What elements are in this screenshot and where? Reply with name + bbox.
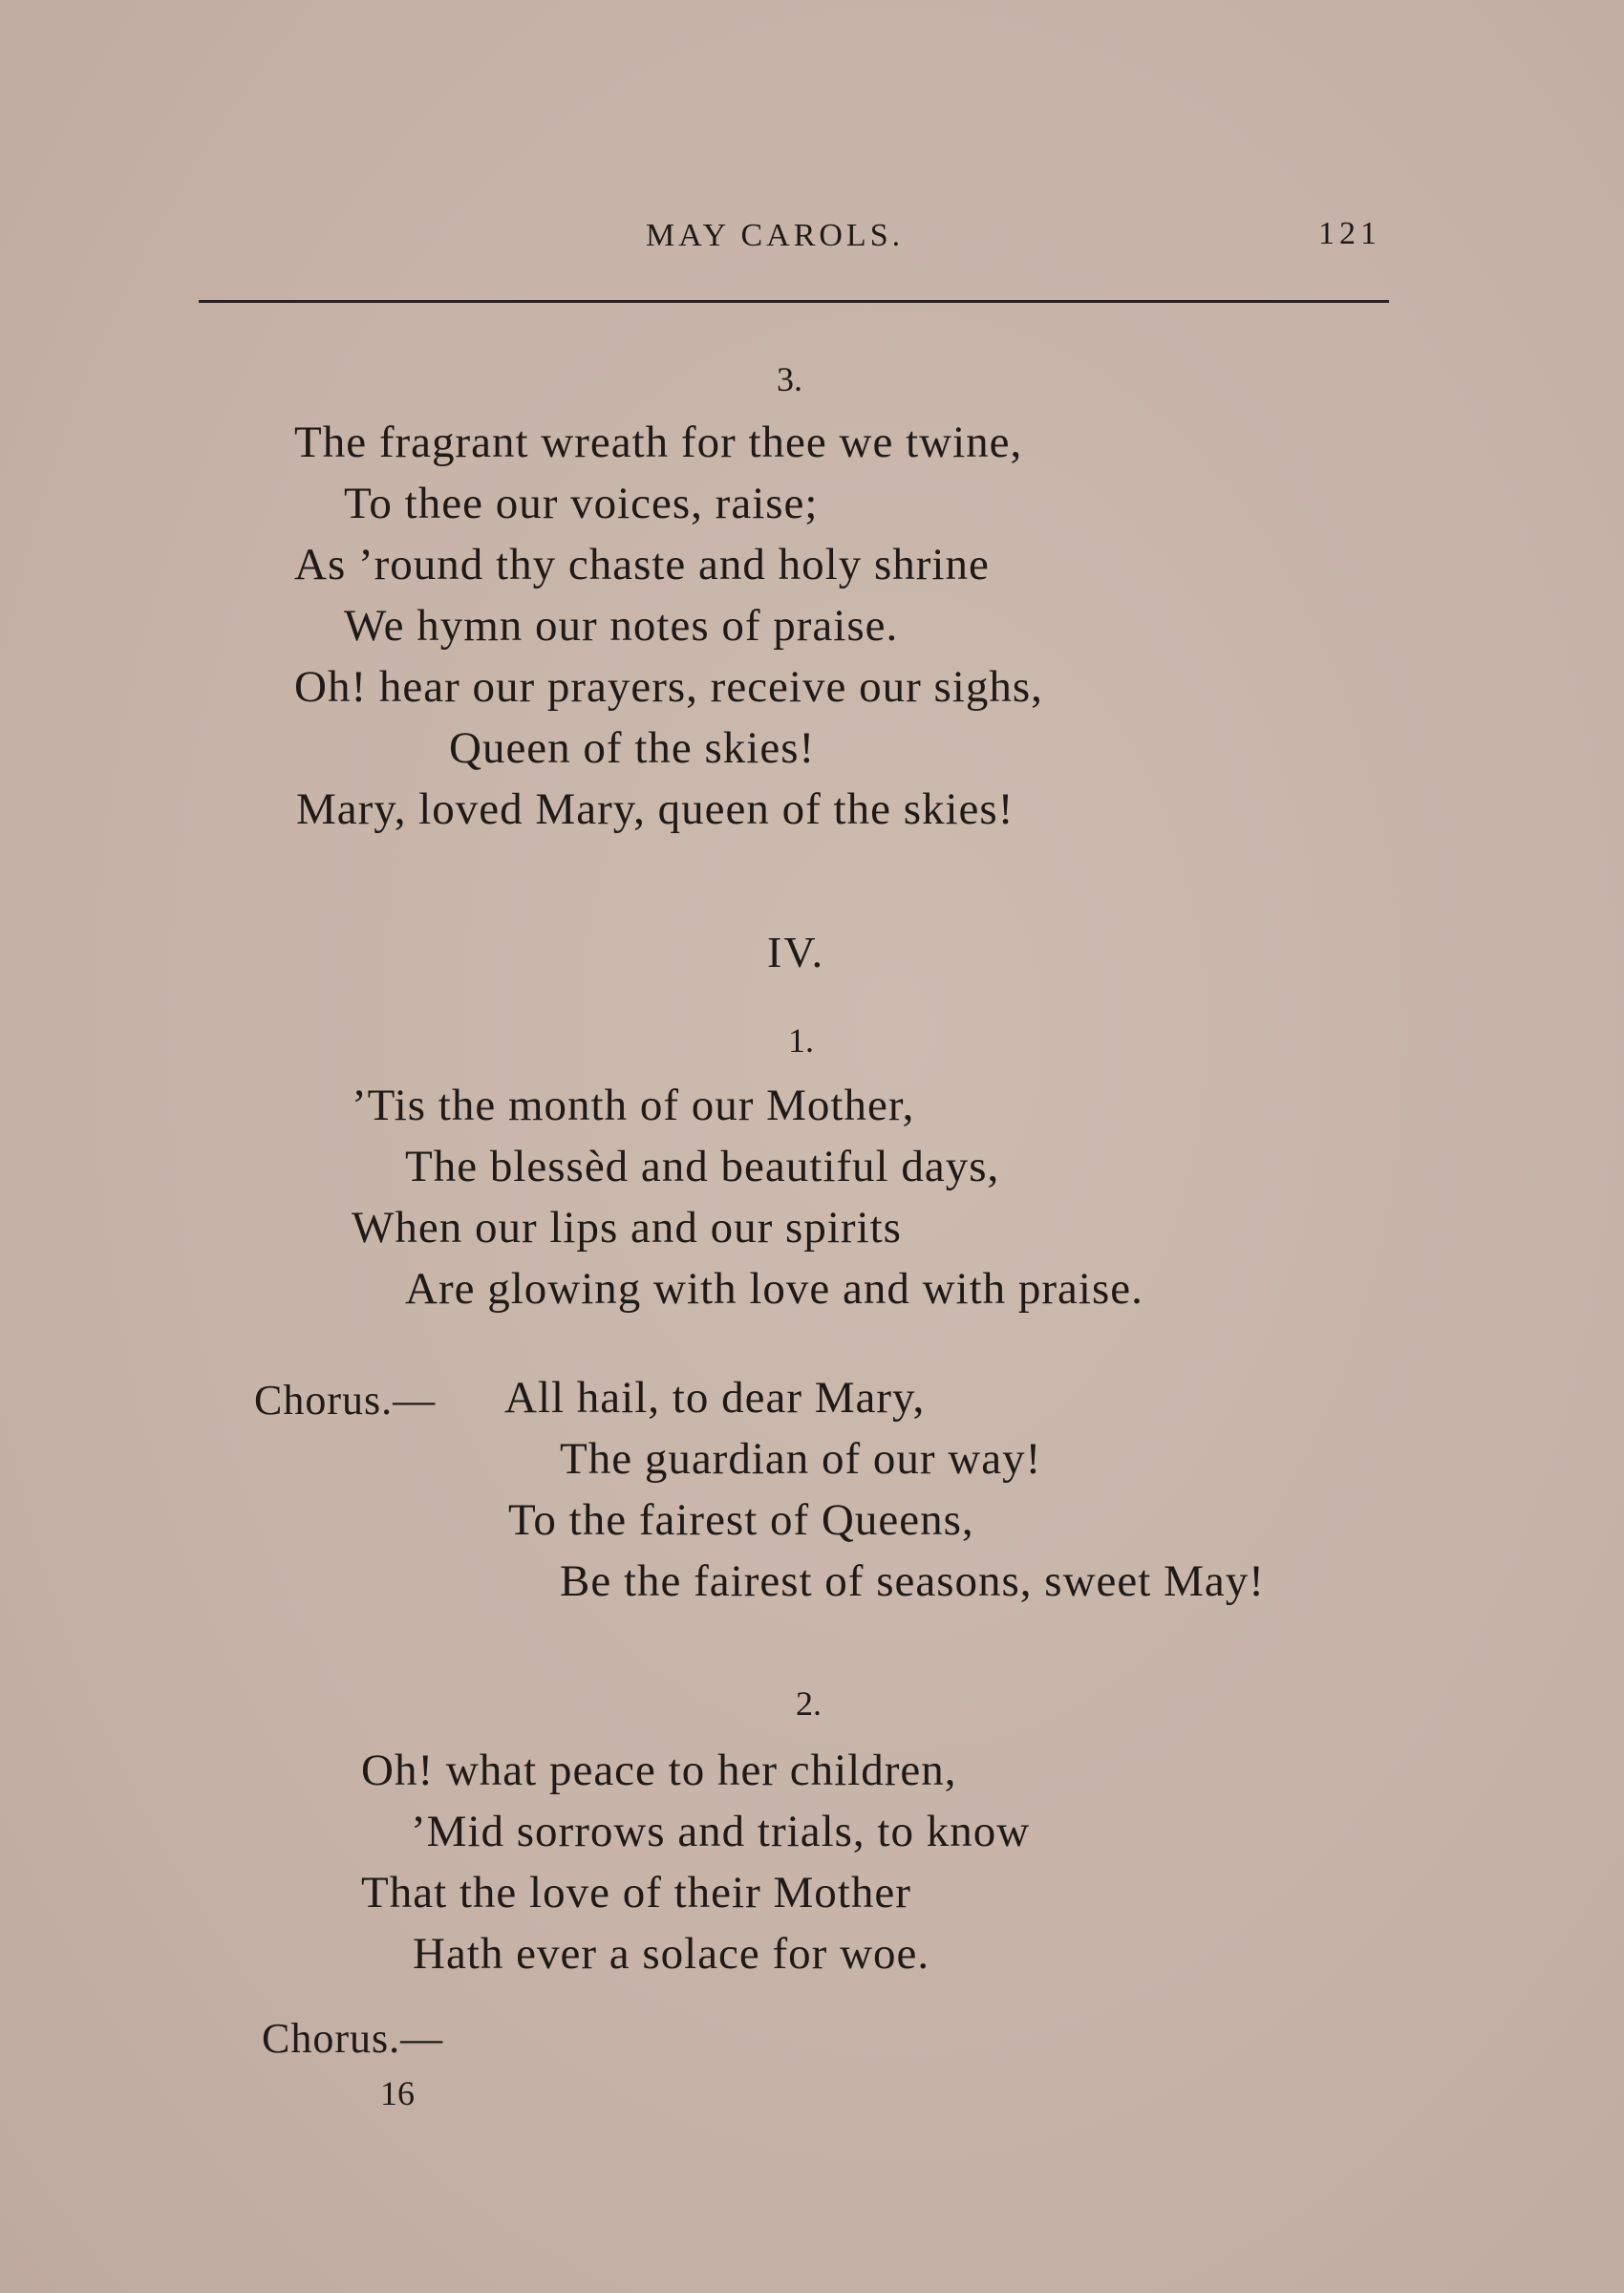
header-rule xyxy=(199,300,1389,303)
page-number: 121 xyxy=(1318,216,1381,251)
verse-line: As ’round thy chaste and holy shrine xyxy=(294,540,990,589)
stanza-number-3: 3. xyxy=(777,360,802,398)
verse-line: To thee our voices, raise; xyxy=(344,479,819,528)
chorus-line: All hail, to dear Mary, xyxy=(504,1373,926,1423)
chorus-label-2: Chorus.— xyxy=(262,2015,444,2062)
signature-mark: 16 xyxy=(380,2074,415,2112)
verse-line: Hath ever a solace for woe. xyxy=(413,1929,930,1979)
verse-line: ’Mid sorrows and trials, to know xyxy=(411,1807,1031,1856)
verse-line: We hymn our notes of praise. xyxy=(344,601,899,651)
verse-line: Mary, loved Mary, queen of the skies! xyxy=(296,784,1015,834)
chorus-line: Be the fairest of seasons, sweet May! xyxy=(560,1556,1265,1606)
verse-line: Oh! hear our prayers, receive our sighs, xyxy=(294,662,1043,712)
stanza-number-1: 1. xyxy=(788,1021,814,1060)
chorus-line: The guardian of our way! xyxy=(560,1434,1042,1484)
verse-line: ’Tis the month of our Mother, xyxy=(352,1081,915,1130)
verse-line: That the love of their Mother xyxy=(361,1868,911,1918)
verse-line: Are glowing with love and with praise. xyxy=(405,1264,1143,1314)
verse-line: Queen of the skies! xyxy=(449,723,816,773)
chorus-label: Chorus.— xyxy=(254,1377,437,1424)
verse-line: The blessèd and beautiful days, xyxy=(405,1142,1000,1191)
verse-line: When our lips and our spirits xyxy=(352,1203,902,1253)
section-heading: IV. xyxy=(767,928,825,976)
verse-line: Oh! what peace to her children, xyxy=(361,1746,957,1795)
verse-line: The fragrant wreath for thee we twine, xyxy=(294,418,1023,467)
running-title: MAY CAROLS. xyxy=(646,218,905,253)
stanza-number-2: 2. xyxy=(796,1684,822,1723)
chorus-line: To the fairest of Queens, xyxy=(508,1495,974,1545)
